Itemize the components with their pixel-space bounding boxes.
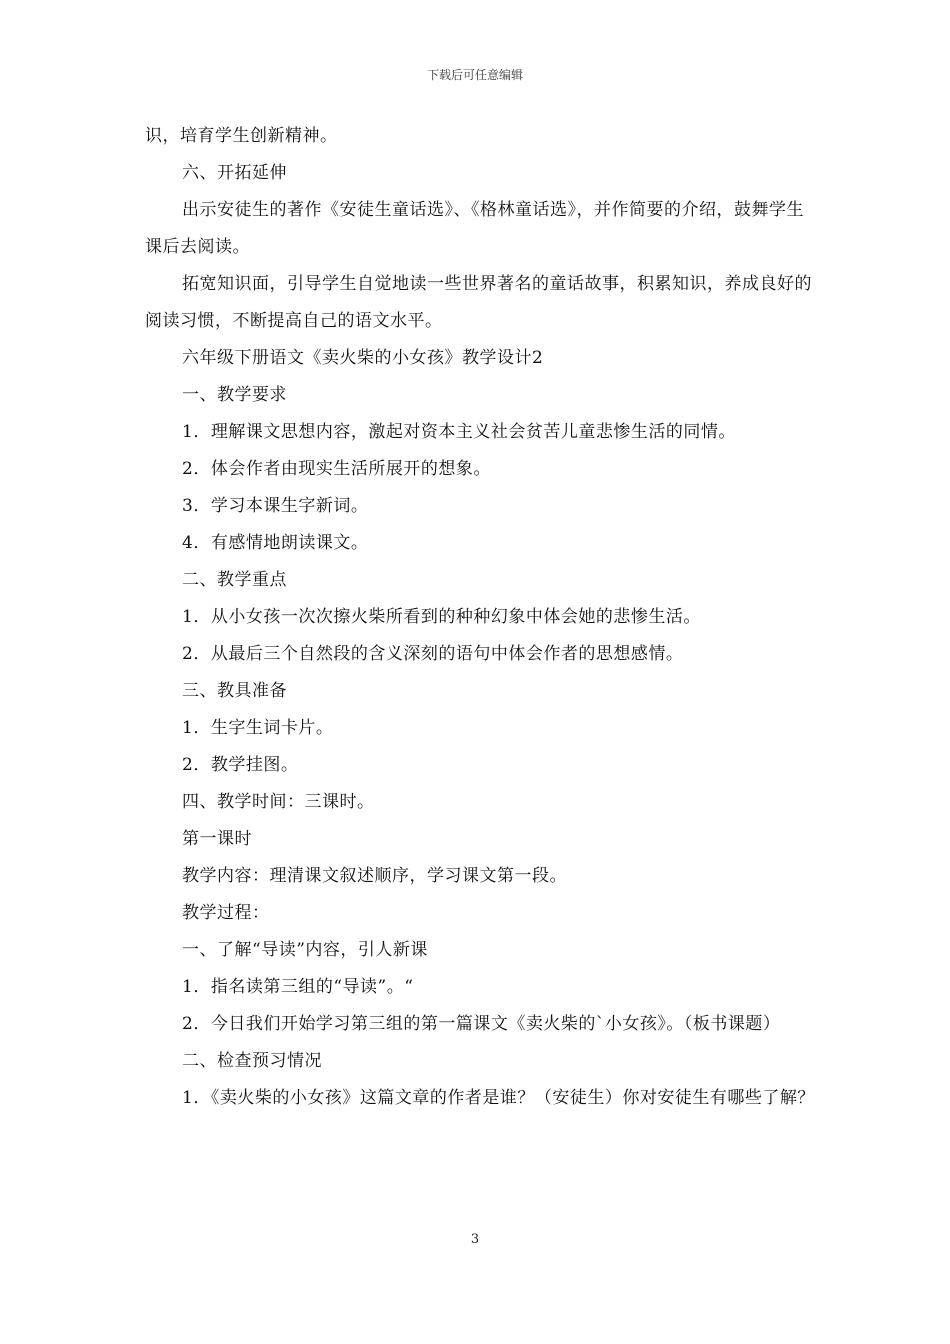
paragraph: 识，培育学生创新精神。 <box>145 126 338 146</box>
paragraph: 二、教学重点 <box>182 570 287 590</box>
paragraph: 出示安徒生的著作《安徒生童话选》、《格林童话选》，并作简要的介绍，鼓舞学生课后去阅读。 <box>145 200 804 257</box>
paragraph: 1．指名读第三组的“导读”。“ <box>182 977 414 997</box>
paragraph: 教学过程： <box>182 903 270 923</box>
paragraph: 3．学习本课生字新词。 <box>182 496 369 516</box>
document-body <box>145 118 815 1117</box>
paragraph: 六年级下册语文《卖火柴的小女孩》教学设计2 <box>182 348 544 368</box>
paragraph: 2．体会作者由现实生活所展开的想象。 <box>182 459 491 479</box>
paragraph: 六、开拓延伸 <box>182 163 287 183</box>
paragraph: 拓宽知识面，引导学生自觉地读一些世界著名的童话故事，积累知识，养成良好的阅读习惯，不断提高自己的语文水平。 <box>145 274 812 331</box>
paragraph: 1．生字生词卡片。 <box>182 718 334 738</box>
paragraph: 一、了解“导读”内容，引人新课 <box>182 940 428 960</box>
paragraph: 四、教学时间：三课时。 <box>182 792 375 812</box>
paragraph: 三、教具准备 <box>182 681 287 701</box>
page-number: 3 <box>470 1232 480 1247</box>
paragraph: 2．从最后三个自然段的含义深刻的语句中体会作者的思想感情。 <box>182 644 684 664</box>
paragraph: 2．今日我们开始学习第三组的第一篇课文《卖火柴的`小女孩》。（板书课题） <box>182 1014 781 1034</box>
paragraph: 二、检查预习情况 <box>182 1051 322 1071</box>
paragraph: 1．从小女孩一次次擦火柴所看到的种种幻象中体会她的悲惨生活。 <box>182 607 701 627</box>
paragraph: 一、教学要求 <box>182 385 287 405</box>
paragraph: 4．有感情地朗读课文。 <box>182 533 369 553</box>
paragraph: 2．教学挂图。 <box>182 755 299 775</box>
page-header: 下载后可任意编辑 <box>426 68 523 82</box>
paragraph: 第一课时 <box>182 829 252 849</box>
paragraph: 1．理解课文思想内容，激起对资本主义社会贫苦儿童悲惨生活的同情。 <box>182 422 736 442</box>
paragraph: 1．《卖火柴的小女孩》这篇文章的作者是谁？（安徒生）你对安徒生有哪些了解？ <box>182 1088 815 1108</box>
paragraph: 教学内容：理清课文叙述顺序，学习课文第一段。 <box>182 866 567 886</box>
